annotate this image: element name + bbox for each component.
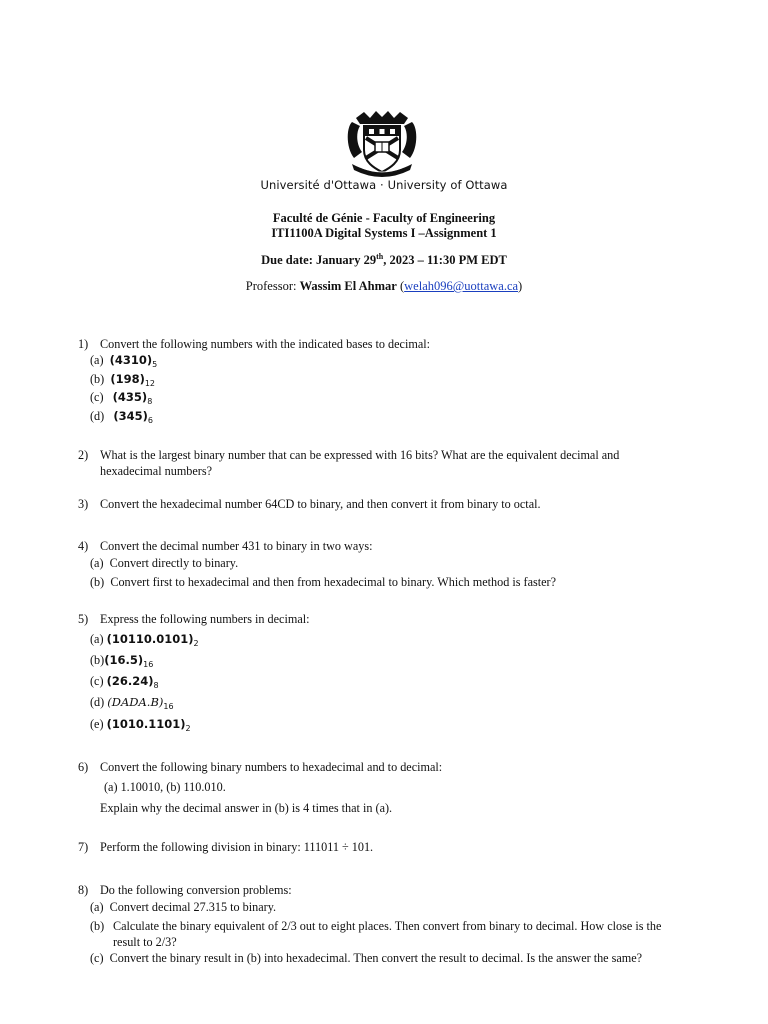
item-label: (b): [90, 919, 105, 933]
item-label: (d): [90, 409, 105, 423]
item-label: (b): [90, 575, 105, 589]
course-title: ITI1100A Digital Systems I –Assignment 1: [271, 226, 497, 240]
item-text: Convert the binary result in (b) into hexadecimal. Then convert the result to decimal. Is the answer the same?: [109, 951, 643, 965]
math-value: (DADA.B): [107, 695, 164, 709]
university-name: Université d'Ottawa · University of Ottawa: [260, 178, 508, 192]
math-value: (1010.1101): [106, 717, 186, 731]
q1-item-d: [90, 409, 153, 425]
professor-email-link[interactable]: welah096@uottawa.ca: [404, 279, 519, 293]
question-number: 8): [78, 883, 89, 897]
faculty-heading: Faculté de Génie - Faculty of Engineering: [272, 211, 496, 225]
math-base: 8: [147, 397, 153, 406]
due-date: [0, 252, 768, 268]
q6-line-2: (a) 1.10010, (b) 110.010.: [104, 780, 226, 794]
item-label: (a): [90, 556, 104, 570]
email-open-paren: (: [396, 279, 405, 293]
q4-item-a: [90, 556, 238, 571]
math-value: (26.24): [106, 674, 154, 688]
item-label: (e): [90, 717, 104, 731]
question-number: 4): [78, 539, 89, 553]
question-text: Convert the hexadecimal number 64CD to binary, and then convert it from binary to octal.: [100, 497, 541, 511]
q8-item-c: [90, 951, 690, 966]
question-number: 2): [78, 448, 89, 462]
university-crest-logo: [342, 108, 422, 180]
question-text: What is the largest binary number that can be expressed with 16 bits? What are the equivalent decimal and hexadecimal numbers?: [100, 448, 620, 478]
item-text: Convert first to hexadecimal and then from hexadecimal to binary. Which method is faster?: [110, 575, 557, 589]
question-text: Convert the decimal number 431 to binary in two ways:: [100, 539, 373, 553]
q5-item-e: [90, 717, 191, 733]
item-label: (c): [90, 390, 104, 404]
math-value: (16.5): [104, 653, 144, 667]
question-number: 1): [78, 337, 89, 351]
math-base: 5: [152, 360, 158, 369]
professor-line: [0, 279, 768, 294]
q5-item-d: [90, 695, 174, 711]
math-base: 16: [163, 702, 174, 711]
question-number: 6): [78, 760, 89, 774]
q8-item-a: [90, 900, 276, 915]
email-close-paren: ): [518, 279, 523, 293]
q4-item-b: [90, 575, 556, 590]
q1-item-a: [90, 353, 157, 369]
q6-line-3: Explain why the decimal answer in (b) is 4 times that in (a).: [100, 801, 393, 815]
question-text: Perform the following division in binary: 111011 ÷ 101.: [100, 840, 374, 854]
item-label: (b): [90, 372, 105, 386]
question-text: Do the following conversion problems:: [100, 883, 292, 897]
math-value: (435): [112, 390, 148, 404]
item-label: (b): [90, 653, 105, 667]
due-date-suffix: , 2023 – 11:30 PM EDT: [383, 253, 507, 268]
item-text: Convert decimal 27.315 to binary.: [109, 900, 277, 914]
question-text: Convert the following numbers with the indicated bases to decimal:: [100, 337, 431, 351]
math-base: 6: [147, 416, 153, 425]
item-text: Calculate the binary equivalent of 2/3 out to eight places. Then convert from binary to decimal. How close is the result to 2/3?: [113, 919, 662, 949]
item-label: (d): [90, 695, 105, 709]
math-value: (10110.0101): [106, 632, 194, 646]
professor-name: Wassim El Ahmar: [299, 279, 397, 293]
math-value: (198): [110, 372, 145, 386]
math-base: 16: [143, 660, 154, 669]
due-date-prefix: Due date: January 29: [261, 253, 377, 268]
math-base: 8: [153, 681, 159, 690]
question-number: 3): [78, 497, 89, 511]
item-label: (a): [90, 632, 104, 646]
q5-item-a: [90, 632, 199, 648]
professor-label: Professor:: [245, 279, 300, 293]
math-base: 12: [144, 379, 156, 388]
question-number: 7): [78, 840, 89, 854]
item-label: (c): [90, 951, 104, 965]
q5-item-c: [90, 674, 159, 690]
math-value: (4310): [109, 353, 153, 367]
item-label: (a): [90, 900, 104, 914]
item-text: Convert directly to binary.: [109, 556, 239, 570]
math-base: 2: [193, 639, 199, 648]
question-number: 5): [78, 612, 89, 626]
item-label: (c): [90, 674, 104, 688]
item-label: (a): [90, 353, 104, 367]
question-text: Convert the following binary numbers to hexadecimal and to decimal:: [100, 760, 443, 774]
q1-item-c: [90, 390, 152, 406]
math-value: (345): [113, 409, 148, 423]
q5-item-b: [90, 653, 153, 669]
math-base: 2: [185, 724, 191, 733]
q8-item-b: [90, 918, 690, 950]
due-date-sup: th: [376, 252, 384, 261]
question-text: Express the following numbers in decimal:: [100, 612, 310, 626]
q1-item-b: [90, 372, 155, 388]
